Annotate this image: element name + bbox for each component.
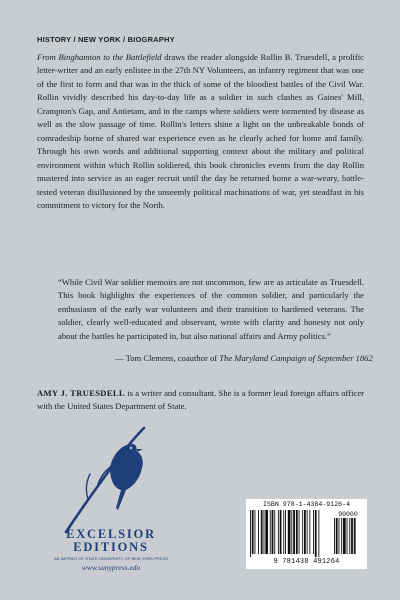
author-name: AMY J. TRUESDELL [37, 388, 125, 398]
bird-on-branch-logo-icon [58, 424, 168, 536]
quote-attribution [115, 352, 375, 365]
price-code: 90000 [338, 511, 358, 518]
review-quote: “While Civil War soldier memoirs are not uncommon, few are as articulate as Truesdell. This book highlights the experiences of the common soldier, and particularly the enthusiasm of the early war volunteers and their transition to hardened veterans. The soldier, clearly well-educated and observant, wrote with clarity and honesty not only about the battles he participated in, but also national affairs and Army politics.” [58, 277, 364, 341]
book-description [37, 51, 364, 212]
isbn-text: ISBN 978-1-4384-9126-4 [262, 501, 351, 508]
book-title: From Binghamton to the Battlefield [37, 52, 162, 62]
barcode-digits: 9 781438 491264 [273, 558, 340, 566]
author-bio-text: is a writer and consultant. She is a former lead foreign affairs officer with the United States Department of State. [37, 388, 364, 412]
author-bio [37, 387, 364, 414]
imprint-name-line2: EDITIONS [73, 540, 149, 554]
publisher-url: www.sunypress.edu [81, 563, 141, 572]
attribution-book-title: The Maryland Campaign of September 1862 [219, 353, 373, 363]
imprint-subline: AN IMPRINT OF STATE UNIVERSITY OF NEW YORK PRESS [53, 556, 169, 561]
barcode-area [246, 499, 367, 569]
description-text: draws the reader alongside Rollin B. Truesdell, a prolific letter-writer and an early enlistee in the 27th NY Volunteers, an infantry regiment that was one of the first to form and that was in the thick of some of the bloodiest battles of the Civil War. Rollin vividly described his day-to-day life as a soldier in such clashes as Gaines' Mill, Crampton's Gap, and Antietam, and in the camps where soldiers were tormented by disease as well as the slow passage of time. Rollin's letters shine a light on the unbreakable bonds of comradeship borne of shared war experience even as he clearly ached for home and family. Through his own words and additional supporting context about the military and political environment within which Rollin soldiered, this book chronicles events from the day Rollin mustered into service as an eager recruit until the day he returned home a war-weary, battle-tested veteran disillusioned by the unseemly political machinations of war, yet steadfast in his commitment to victory for the North. [37, 52, 364, 210]
barcode-icon [246, 510, 367, 557]
attribution-name: — Tom Clemens, coauthor of [115, 353, 220, 363]
category-line: HISTORY / NEW YORK / BIOGRAPHY [37, 35, 175, 44]
publisher-imprint [43, 528, 179, 572]
imprint-name-line1: EXCELSIOR [66, 527, 156, 541]
